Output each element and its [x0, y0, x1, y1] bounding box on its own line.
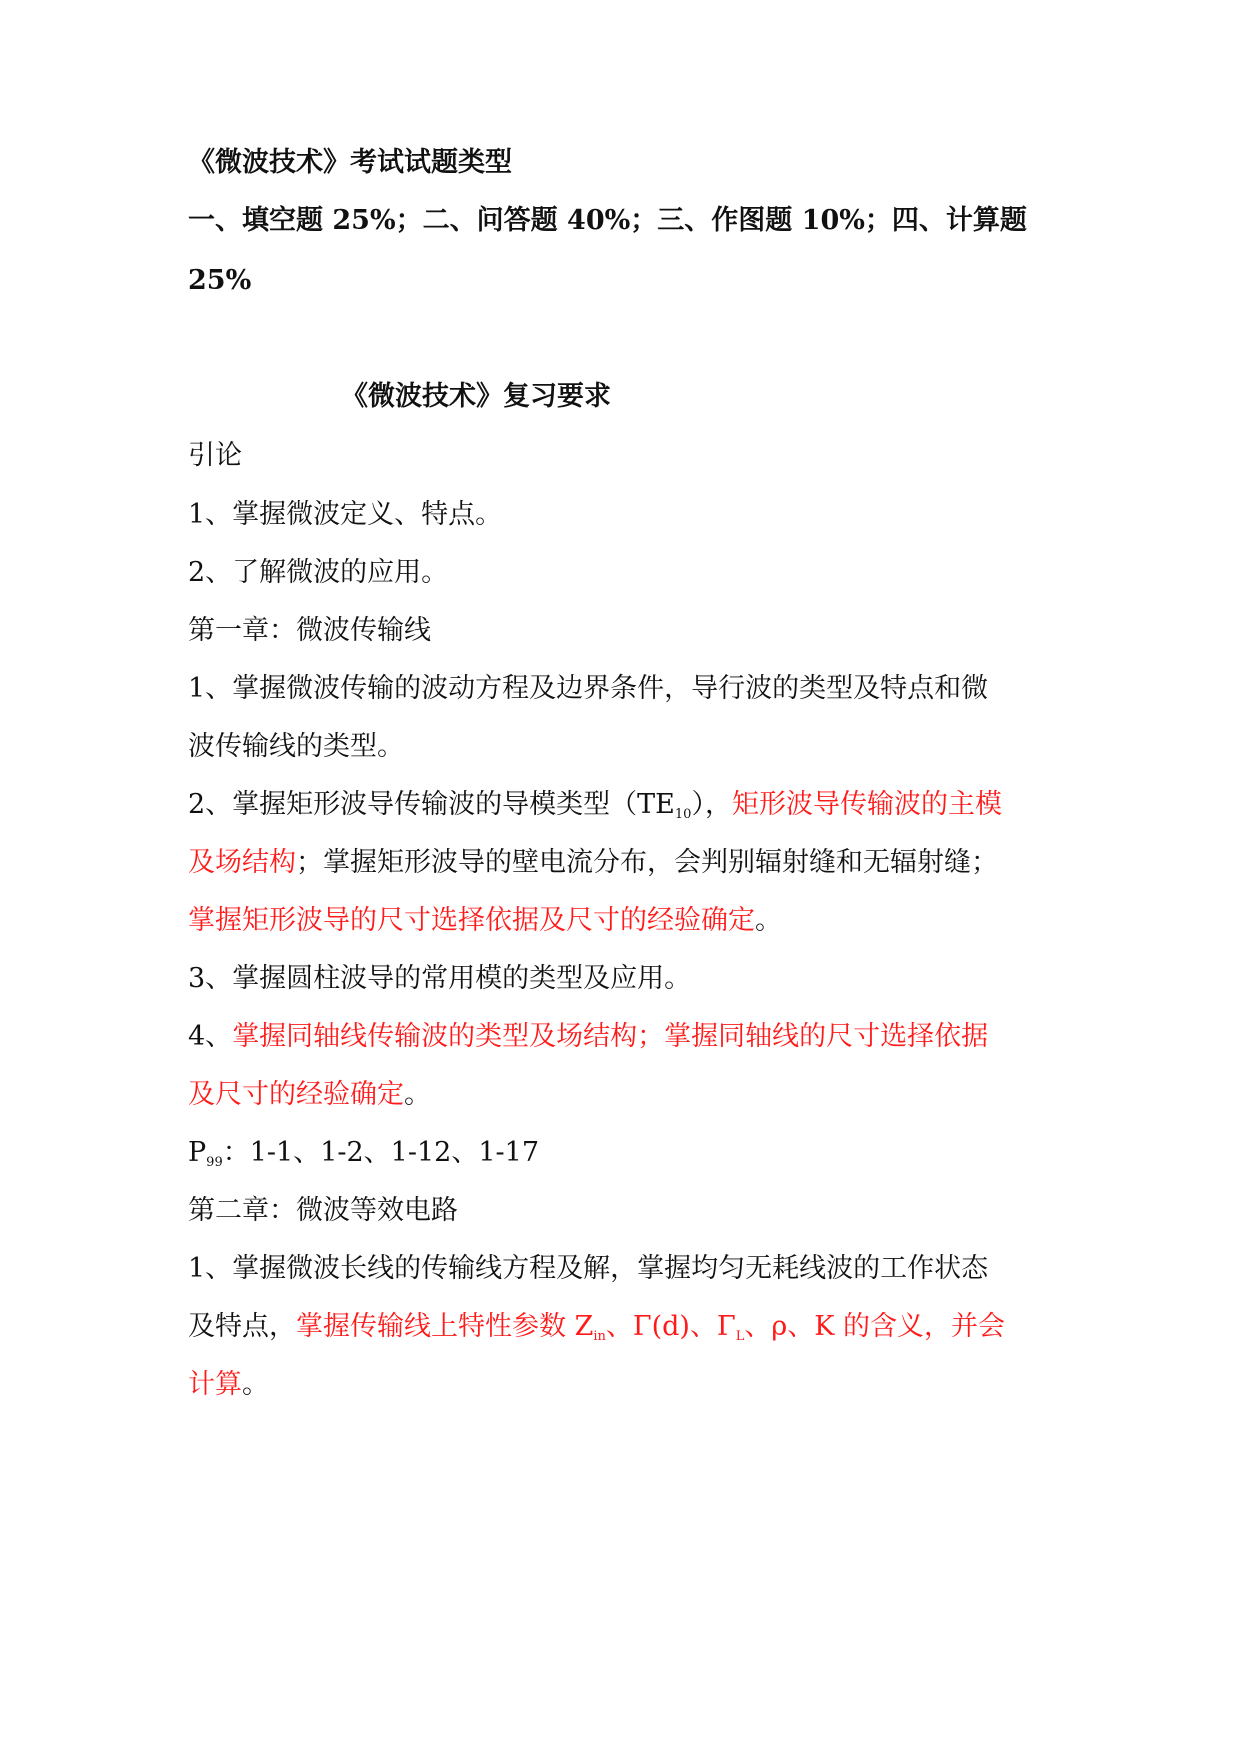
list-item: 1、掌握微波传输的波动方程及边界条件，导行波的类型及特点和微 — [188, 673, 989, 704]
list-item: 1、掌握微波定义、特点。 — [188, 499, 503, 530]
emphasis-text: 、Γ(d)、Γ — [605, 1311, 736, 1342]
list-item-cont — [188, 1310, 1005, 1344]
exam-types-line: 一、填空题 25%；二、问答题 40%；三、作图题 10%；四、计算题 — [188, 205, 1027, 236]
subscript: in — [593, 1329, 606, 1344]
item-text: 及特点， — [188, 1311, 296, 1342]
item-text: ：1-1、1-2、1-12、1-17 — [222, 1137, 539, 1168]
list-item-cont — [188, 1078, 431, 1112]
list-item-cont — [188, 1368, 269, 1402]
list-item — [188, 788, 1002, 822]
list-item-cont — [188, 846, 998, 880]
emphasis-text: 及尺寸的经验确定 — [188, 1079, 404, 1110]
item-text: P — [188, 1137, 207, 1168]
emphasis-text: 掌握传输线上特性参数 Z — [296, 1311, 594, 1342]
item-text: ；掌握矩形波导的壁电流分布，会判别辐射缝和无辐射缝； — [296, 847, 998, 878]
review-title: 《微波技术》复习要求 — [341, 381, 611, 412]
item-text: 。 — [404, 1079, 431, 1110]
exam-types-title: 《微波技术》考试试题类型 — [188, 147, 512, 178]
item-text: ）， — [691, 789, 732, 820]
emphasis-text: 掌握同轴线传输波的类型及场结构；掌握同轴线的尺寸选择依据 — [232, 1021, 989, 1052]
list-item-cont: 波传输线的类型。 — [188, 731, 404, 762]
emphasis-text: 掌握矩形波导的尺寸选择依据及尺寸的经验确定 — [188, 905, 755, 936]
emphasis-text: 及场结构 — [188, 847, 296, 878]
item-text: 。 — [755, 905, 782, 936]
item-text: 2、掌握矩形波导传输波的导模类型（TE — [188, 789, 675, 820]
list-item: 3、掌握圆柱波导的常用模的类型及应用。 — [188, 963, 692, 994]
subscript: L — [735, 1329, 745, 1344]
emphasis-text: 计算 — [188, 1369, 242, 1400]
subscript: 10 — [674, 807, 692, 822]
list-item-cont — [188, 904, 782, 938]
item-text: 4、 — [188, 1021, 233, 1052]
section-heading-intro: 引论 — [188, 440, 242, 471]
list-item: 2、了解微波的应用。 — [188, 557, 449, 588]
emphasis-text: 矩形波导传输波的主模 — [731, 789, 1002, 820]
list-item: 1、掌握微波长线的传输线方程及解，掌握均匀无耗线波的工作状态 — [188, 1253, 989, 1284]
exercise-list — [188, 1136, 539, 1170]
section-heading-ch2: 第二章：微波等效电路 — [188, 1195, 458, 1226]
subscript: 99 — [206, 1155, 223, 1170]
item-text: 。 — [242, 1369, 269, 1400]
exam-types-line-cont: 25% — [188, 265, 252, 296]
section-heading-ch1: 第一章：微波传输线 — [188, 615, 431, 646]
list-item — [188, 1020, 988, 1054]
emphasis-text: 、ρ、K 的含义，并会 — [744, 1311, 1005, 1342]
